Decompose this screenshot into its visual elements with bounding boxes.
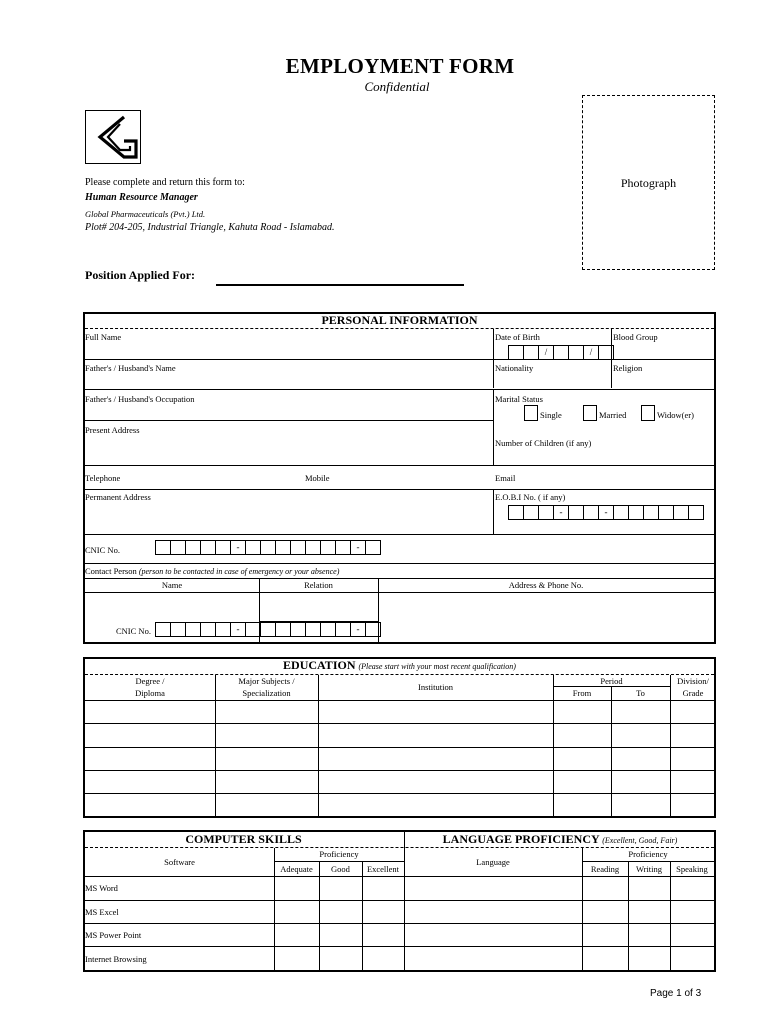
software-row-label: MS Word [85,883,118,893]
company-logo [85,110,141,164]
subjects-header-line2: Specialization [242,688,291,698]
language-proficiency-title: LANGUAGE PROFICIENCY (Excellent, Good, Fair) [442,832,678,846]
children-label: Number of Children (if any) [495,438,592,448]
education-row[interactable] [85,770,714,771]
company-name: Global Pharmaceuticals (Pvt.) Ltd. [85,209,206,219]
married-label: Married [599,410,627,420]
permanent-address-label: Permanent Address [85,492,151,502]
married-checkbox[interactable] [583,405,597,421]
photograph-box[interactable] [582,95,715,270]
personal-information-section [83,312,716,644]
personal-information-title: PERSONAL INFORMATION [321,313,478,327]
to-header: To [636,688,645,698]
computer-proficiency-header: Proficiency [319,849,359,859]
page-number: Page 1 of 3 [650,988,702,999]
education-row[interactable] [85,793,714,794]
cnic-number-field[interactable]: - - [155,540,381,555]
religion-label: Religion [613,363,643,373]
father-name-label: Father's / Husband's Name [85,363,176,373]
division-header-line1: Division/ [677,676,709,686]
eobi-number-field[interactable]: - - [508,505,704,520]
position-applied-field[interactable] [216,284,464,286]
adequate-header: Adequate [280,864,313,874]
computer-skills-title: COMPUTER SKILLS [185,832,302,846]
period-header: Period [600,676,623,686]
blood-group-label: Blood Group [613,332,658,342]
software-header: Software [164,857,195,867]
subjects-header-line1: Major Subjects / [238,676,295,686]
contact-cnic-field[interactable]: - - [155,622,381,637]
cnic-label: CNIC No. [85,545,120,555]
email-label: Email [495,473,516,483]
language-proficiency-header: Proficiency [628,849,668,859]
date-of-birth-field[interactable]: / / [508,345,614,360]
single-checkbox[interactable] [524,405,538,421]
education-row[interactable] [85,723,714,724]
telephone-label: Telephone [85,473,121,483]
contact-cnic-label: CNIC No. [116,626,151,636]
contact-person-label: Contact Person (person to be contacted in case of emergency or your absence) [85,566,340,576]
mobile-label: Mobile [305,473,330,483]
widow-label: Widow(er) [657,410,694,420]
marital-status-label: Marital Status [495,394,543,404]
contact-relation-header: Relation [304,580,333,590]
reading-header: Reading [590,864,620,874]
contact-name-header: Name [161,580,183,590]
single-label: Single [540,410,562,420]
speaking-header: Speaking [676,864,708,874]
return-instruction: Please complete and return this form to: [85,177,245,188]
from-header: From [572,688,592,698]
degree-header-line1: Degree / [135,676,165,686]
education-row[interactable] [85,747,714,748]
form-subtitle: Confidential [364,79,430,94]
degree-header-line2: Diploma [135,688,165,698]
widow-checkbox[interactable] [641,405,655,421]
excellent-header: Excellent [366,864,400,874]
nationality-label: Nationality [495,363,534,373]
position-applied-label: Position Applied For: [85,268,196,282]
date-of-birth-label: Date of Birth [495,332,540,342]
eobi-label: E.O.B.I No. ( if any) [495,492,566,502]
division-header-line2: Grade [682,688,704,698]
institution-header: Institution [418,682,453,692]
software-row-label: Internet Browsing [85,954,147,964]
logo-mark-icon [86,111,140,163]
recipient-title: Human Resource Manager [85,192,198,203]
father-occupation-label: Father's / Husband's Occupation [85,394,195,404]
form-title: EMPLOYMENT FORM [285,54,515,78]
software-row-label: MS Power Point [85,930,142,940]
company-address: Plot# 204-205, Industrial Triangle, Kahuta Road - Islamabad. [85,222,335,233]
software-row-label: MS Excel [85,907,119,917]
photograph-label: Photograph [620,176,677,190]
present-address-label: Present Address [85,425,140,435]
contact-address-header: Address & Phone No. [508,580,584,590]
education-title: EDUCATION (Please start with your most recent qualification) [283,658,516,672]
good-header: Good [331,864,350,874]
full-name-label: Full Name [85,332,122,342]
writing-header: Writing [635,864,663,874]
language-header: Language [476,857,510,867]
